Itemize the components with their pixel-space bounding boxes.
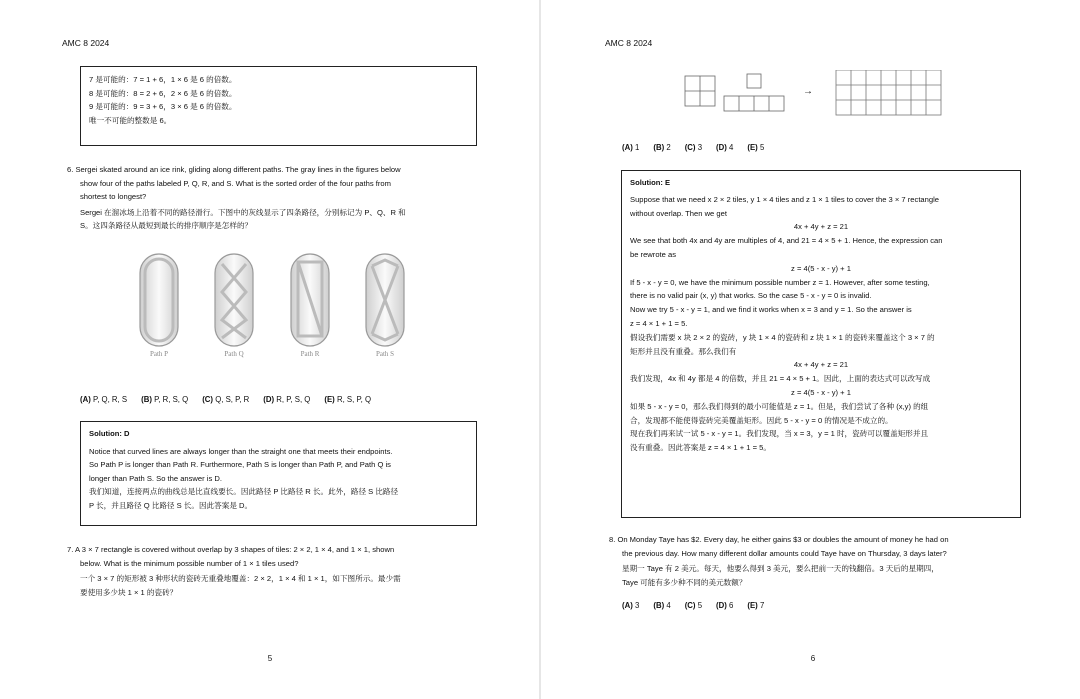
solution-line: P 长，并且路径 Q 比路径 S 长。因此答案是 D。 (89, 500, 253, 510)
choice[interactable]: (E) 7 (747, 601, 765, 610)
q6-answer-choices (80, 395, 385, 404)
solution-line: If 5 - x - y = 0, we have the minimum possible number z = 1. However, after some testing, (630, 277, 930, 287)
path-r-rink (291, 254, 329, 346)
choice[interactable]: (D) 4 (716, 143, 734, 152)
path-label: Path P (149, 350, 169, 358)
path-label: Path Q (224, 350, 244, 358)
solution-equation: z = 4(5 - x - y) + 1 (791, 387, 851, 397)
solution-line: Notice that curved lines are always longer than the straight one that meets their endpoints. (89, 446, 393, 456)
solution-line: 没有重叠。因此答案是 z = 4 × 1 + 1 = 5。 (630, 443, 771, 453)
q7-solution-box (621, 170, 1021, 518)
tile-1x4 (724, 96, 784, 111)
box-line: 9 是可能的：9 = 3 + 6，3 × 6 是 6 的倍数。 (89, 102, 237, 111)
choice[interactable]: (E) 5 (747, 143, 765, 152)
choice[interactable]: (E) R, S, P, Q (324, 395, 372, 404)
solution-line: be rewrote as (630, 249, 677, 259)
question-text-zh: S。这四条路径从最短到最长的排序顺序是怎样的？ (80, 221, 253, 230)
question-text: below. What is the minimum possible number of 1 × 1 tiles used? (80, 558, 299, 568)
solution-line: z = 4 × 1 + 1 = 5. (630, 318, 688, 328)
solution-line: Suppose that we need x 2 × 2 tiles, y 1 × 4 tiles and z 1 × 1 tiles to cover the 3 × 7 rectangle (630, 194, 940, 204)
question-text-zh: 星期一 Taye 有 2 美元。每天，他要么得到 3 美元，要么把前一天的钱翻倍。3 天后的星期四， (622, 564, 939, 573)
choice[interactable]: (B) 4 (653, 601, 671, 610)
question-text: 8. On Monday Taye has $2. Every day, he either gains $3 or doubles the amount of money he had on (609, 535, 949, 544)
page-left (0, 0, 539, 699)
solution-title: Solution: E (630, 178, 671, 187)
solution-line: 现在我们再来试一试 5 - x - y = 1。我们发现，当 x = 3，y = 1 时，瓷砖可以覆盖矩形并且 (630, 429, 929, 439)
choice[interactable]: (D) 6 (716, 601, 734, 610)
solution-line: 我们知道，连接两点的曲线总是比直线要长。因此路径 P 比路径 R 长。此外，路径 S 比路径 (89, 487, 399, 496)
choice[interactable]: (A) P, Q, R, S (80, 395, 128, 404)
solution-line: We see that both 4x and 4y are multiples of 4, and 21 = 4 × 5 + 1. Hence, the expression can (630, 236, 943, 246)
choice[interactable]: (A) 1 (622, 143, 640, 152)
rectangle-3x7-grid (836, 70, 941, 115)
solution-line: So Path P is longer than Path R. Furthermore, Path S is longer than Path P, and Path Q is (89, 460, 391, 469)
q7-answer-choices (622, 143, 778, 152)
choice[interactable]: (C) 5 (684, 601, 703, 610)
choice[interactable]: (C) Q, S, P, R (202, 395, 250, 404)
path-q-rink (215, 254, 253, 346)
solution-line: longer than Path S. So the answer is D. (89, 473, 222, 483)
solution-line: Now we try 5 - x - y = 1, and we find it works when x = 3 and y = 1. So the answer is (630, 305, 912, 315)
question-text: shortest to longest? (80, 192, 147, 201)
path-label: Path S (375, 350, 395, 358)
q8-answer-choices (622, 601, 778, 610)
page-header: AMC 8 2024 (62, 38, 110, 48)
path-p-rink (140, 254, 178, 346)
choice[interactable]: (B) P, R, S, Q (141, 395, 189, 404)
question-text: 7. A 3 × 7 rectangle is covered without overlap by 3 shapes of tiles: 2 × 2, 1 × 4, and 1 × 1, shown (67, 545, 395, 554)
question-text-zh: 一个 3 × 7 的矩形被 3 种形状的瓷砖无重叠地覆盖：2 × 2，1 × 4 和 1 × 1，如下图所示。最少需 (80, 574, 401, 583)
choice[interactable]: (C) 3 (684, 143, 703, 152)
question-text: 6. Sergei skated around an ice rink, gliding along different paths. The gray lines in the figures below (67, 165, 401, 174)
previous-solution-box (80, 66, 477, 146)
question-7 (67, 543, 477, 599)
solution-equation: 4x + 4y + z = 21 (793, 360, 849, 370)
page-header: AMC 8 2024 (605, 38, 653, 48)
box-line: 8 是可能的：8 = 2 + 6，2 × 6 是 6 的倍数。 (89, 88, 237, 98)
question-6 (67, 163, 477, 233)
box-line: 唯一不可能的整数是 6。 (89, 115, 172, 125)
page-number: 5 (267, 654, 273, 663)
question-8 (609, 533, 1029, 589)
question-text: the previous day. How many different dollar amounts could Taye have on Thursday, 3 days later? (622, 548, 947, 558)
solution-line: without overlap. Then we get (630, 208, 727, 218)
box-line: 7 是可能的：7 = 1 + 6，1 × 6 是 6 的倍数。 (89, 75, 237, 84)
q6-solution-box (80, 421, 477, 526)
solution-equation: 4x + 4y + z = 21 (793, 222, 849, 232)
path-s-rink (366, 254, 404, 346)
solution-equation: z = 4(5 - x - y) + 1 (791, 263, 851, 273)
tile-1x1 (747, 74, 761, 88)
solution-line: 假设我们需要 x 块 2 × 2 的瓷砖，y 块 1 × 4 的瓷砖和 z 块 1 × 1 的瓷砖来覆盖这个 3 × 7 的 (630, 332, 935, 342)
question-text-zh: Taye 可能有多少种不同的美元数额？ (622, 577, 747, 587)
ice-rink-paths-figure (128, 250, 428, 360)
choice[interactable]: (D) R, P, S, Q (263, 395, 311, 404)
page-right (541, 0, 1080, 699)
question-text: show four of the paths labeled P, Q, R, and S. What is the sorted order of the four paths from (80, 178, 391, 188)
solution-line: 我们发现，4x 和 4y 都是 4 的倍数，并且 21 = 4 × 5 + 1。因此，上面的表达式可以改写成 (630, 374, 931, 384)
page-number: 6 (810, 654, 816, 663)
solution-line: 合，发现都不能使得瓷砖完美覆盖矩形。因此 5 - x - y = 0 的情况是不成立的。 (630, 415, 893, 425)
question-text-zh: 要使用多少块 1 × 1 的瓷砖？ (80, 587, 178, 597)
path-label: Path R (300, 350, 320, 358)
question-text-zh: Sergei 在溜冰场上沿着不同的路径滑行。下图中的灰线显示了四条路径，分别标记为 P、Q、R 和 (80, 207, 406, 217)
solution-title: Solution: D (89, 429, 130, 438)
tile-2x2 (685, 76, 715, 106)
solution-line: there is no valid pair (x, y) that works. So the case 5 - x - y = 0 is invalid. (630, 291, 872, 301)
arrow-icon: → (803, 86, 813, 97)
solution-line: 如果 5 - x - y = 0，那么我们得到的最小可能值是 z = 1。但是，我们尝试了各种 (x,y) 的组 (630, 401, 929, 411)
choice[interactable]: (A) 3 (622, 601, 640, 610)
choice[interactable]: (B) 2 (653, 143, 671, 152)
solution-line: 矩形并且没有重叠。那么我们有 (630, 346, 737, 356)
tiles-figure (681, 70, 981, 120)
